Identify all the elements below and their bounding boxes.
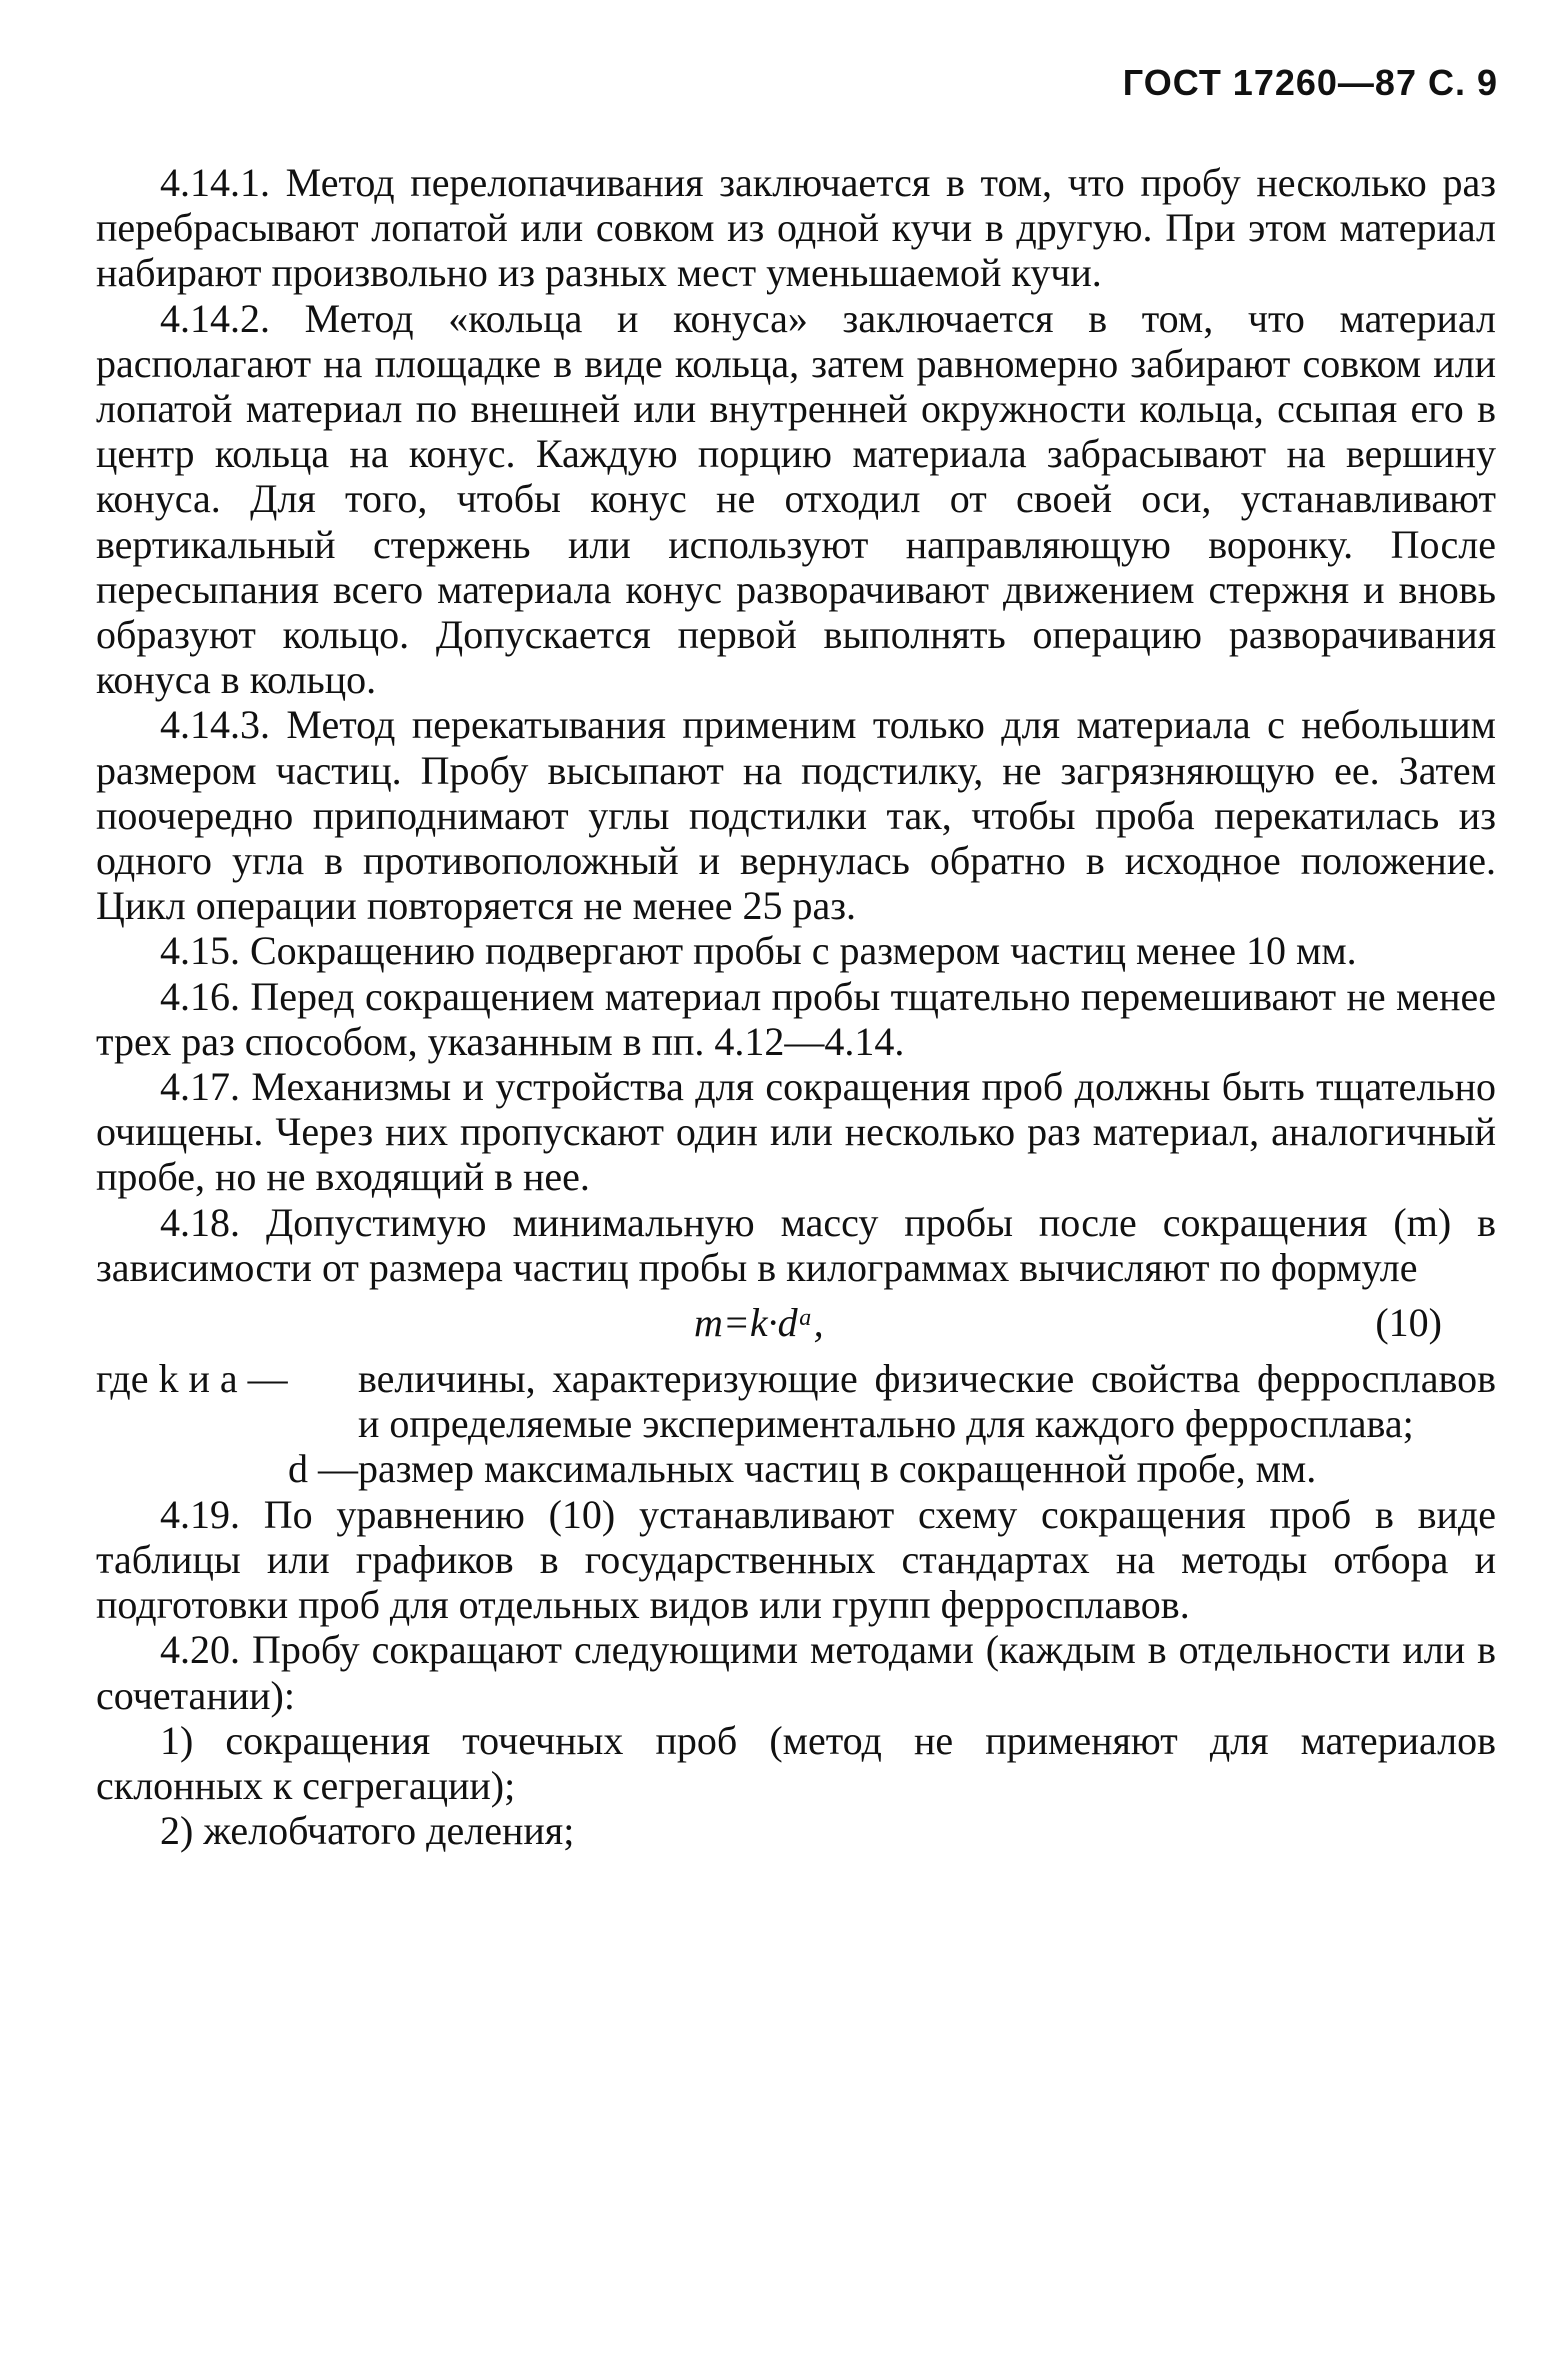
- paragraph-4-16: 4.16. Перед сокращением материал пробы тщательно перемешивают не менее трех раз способом, указанным в пп. 4.12—4.14.: [96, 973, 1496, 1064]
- definition-term: d —: [288, 1446, 358, 1492]
- paragraph-4-14-3: 4.14.3. Метод перекатывания применим только для материала с небольшим размером частиц. Пробу высыпают на подстилку, не загрязняющую ее. Затем поочередно приподнимают углы подстилки так, чтобы проба перекатилась из одного угла в противоположный и вернулась обратно в исходное положение. Цикл операции повторяется не менее 25 раз.: [96, 702, 1496, 929]
- definition-text: размер максимальных частиц в сокращенной пробе, мм.: [358, 1446, 1317, 1492]
- paragraph-4-14-2: 4.14.2. Метод «кольца и конуса» заключается в том, что материал располагают на площадке в виде кольца, затем равномерно забирают совком или лопатой материал по внешней или внутренней окружности кольца, ссыпая его в центр кольца на конус. Каждую порцию материала забрасывают на вершину конуса. Для того, чтобы конус не отходил от своей оси, устанавливают вертикальный стержень или используют направляющую воронку. После пересыпания всего материала конус разворачивают движением стержня и вновь образуют кольцо. Допускается первой выполнять операцию разворачивания конуса в кольцо.: [96, 295, 1496, 703]
- paragraph-4-19: 4.19. По уравнению (10) устанавливают схему сокращения проб в виде таблицы или графиков в государственных стандартах на методы отбора и подготовки проб для отдельных видов или групп ферросплавов.: [96, 1491, 1496, 1628]
- definitions-list: [96, 1356, 1496, 1492]
- definition-text: величины, характеризующие физические свойства ферросплавов и определяемые экспериментально для каждого ферросплава;: [358, 1356, 1496, 1447]
- formula-number: (10): [1375, 1300, 1442, 1346]
- paragraph-4-15: 4.15. Сокращению подвергают пробы с размером частиц менее 10 мм.: [160, 928, 1357, 974]
- formula: m=k·dᵃ,: [694, 1300, 824, 1346]
- list-item-1: 1) сокращения точечных проб (метод не применяют для материалов склонных к сегрегации);: [96, 1717, 1496, 1808]
- list-item-2: 2) желобчатого деления;: [160, 1808, 575, 1854]
- paragraph-4-20: 4.20. Пробу сокращают следующими методами (каждым в отдельности или в сочетании):: [96, 1627, 1496, 1718]
- paragraph-4-18: 4.18. Допустимую минимальную массу пробы после сокращения (m) в зависимости от размера частиц пробы в килограммах вычисляют по формуле: [96, 1199, 1496, 1290]
- paragraph-4-14-1: 4.14.1. Метод перелопачивания заключается в том, что пробу несколько раз перебрасывают лопатой или совком из одной кучи в другую. При этом материал набирают произвольно из разных мест уменьшаемой кучи.: [96, 160, 1496, 296]
- definition-term: где k и a —: [96, 1356, 288, 1402]
- page-header: ГОСТ 17260—87 С. 9: [1122, 62, 1498, 103]
- paragraph-4-17: 4.17. Механизмы и устройства для сокращения проб должны быть тщательно очищены. Через них пропускают один или несколько раз материал, аналогичный пробе, но не входящий в нее.: [96, 1064, 1496, 1200]
- definition-row: [96, 1356, 1496, 1446]
- main-text: [96, 160, 1496, 1853]
- definition-row: [96, 1446, 1496, 1491]
- formula-line: [96, 1296, 1496, 1356]
